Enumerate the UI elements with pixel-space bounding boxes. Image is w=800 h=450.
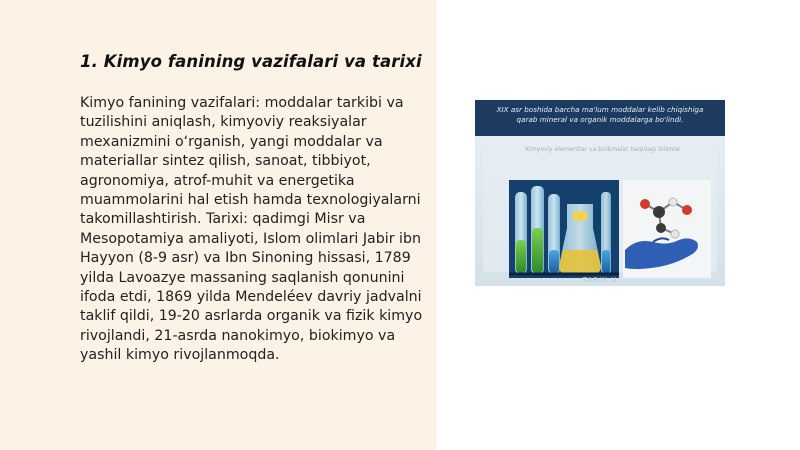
figure-banner-line-1: XIX asr boshida barcha ma'lum moddalar kelib chiqishiga bbox=[496, 105, 704, 114]
figure-banner-line-2: qarab mineral va organik moddalarga bo'lindi. bbox=[516, 115, 684, 124]
figure-banner bbox=[475, 100, 725, 136]
slide-title: 1. Kimyo fanining vazifalari va tarixi bbox=[80, 52, 422, 71]
figure-bottom-text: TARIX U bbox=[582, 276, 618, 284]
chemistry-illustration bbox=[475, 100, 725, 286]
figure-faint-text: Kimyoviy elementlar va birikmalar haqidagi bilimlar bbox=[525, 146, 681, 153]
slide-body-text: Kimyo fanining vazifalari: moddalar tarkibi va tuzilishini aniqlash, kimyoviy reaksiyalar mexanizmini oʻrganish, yangi moddalar va materiallar sintez qilish, sanoat, tibbiyot, agronomiya, atrof-muhit va energetika muammolarini hal etish hamda texnologiyalarni takomillashtirish. Tarixi: qadimgi Misr va Mesopotamiya amaliyoti, Islom olimlari Jabir ibn Hayyon (8-9 asr) va Ibn Sinoning hissasi, 1789 yilda Lavoazye massaning saqlanish qonunini ifoda etdi, 1869 yilda Mendeléev davriy jadvalni taklif qildi, 19-20 asrlarda organik va fizik kimyo rivojlandi, 21-asrda nanokimyo, biokimyo va yashil kimyo rivojlanmoqda. bbox=[80, 95, 423, 364]
